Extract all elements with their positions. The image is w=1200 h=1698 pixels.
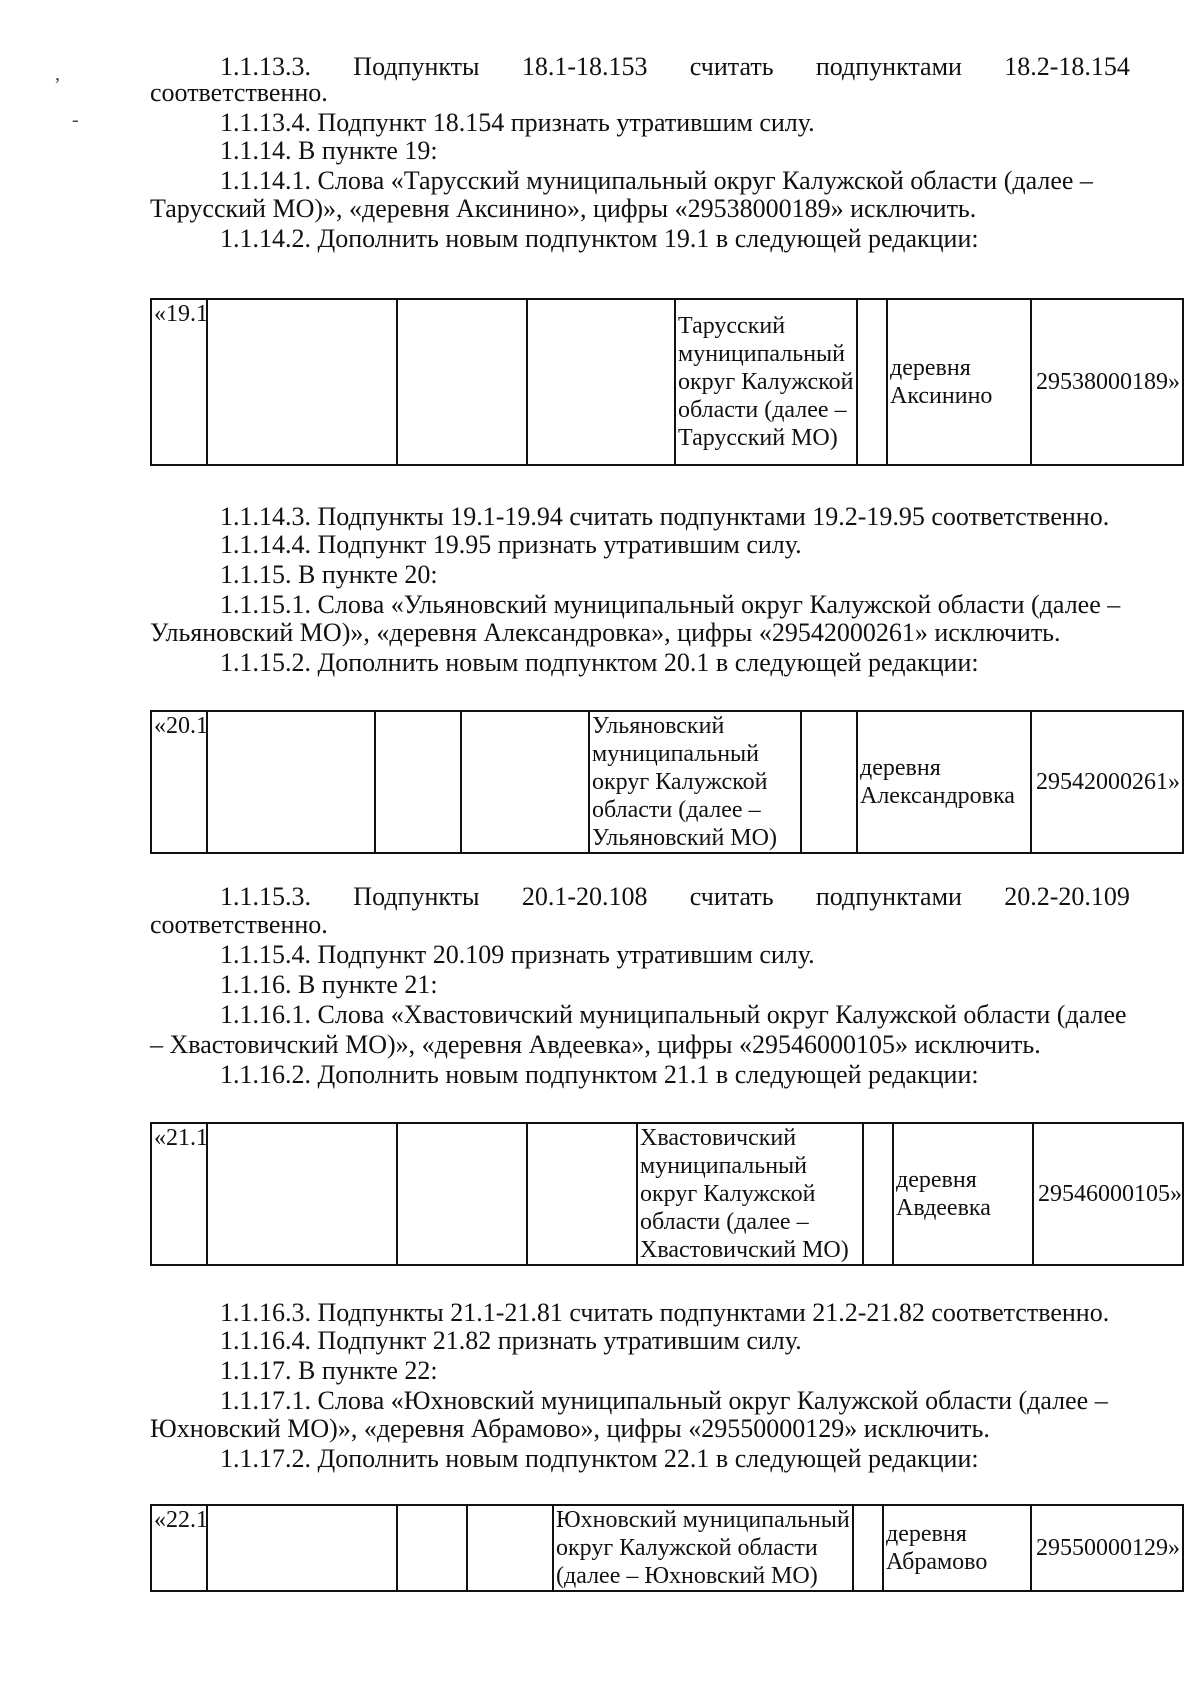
word: 20.2-20.109: [1004, 882, 1130, 911]
item-number: «20.1: [151, 711, 207, 853]
item-number: «21.1: [151, 1123, 207, 1265]
text-line: Ульяновский МО)», «деревня Александровка», цифры «29542000261» исключить.: [150, 618, 1061, 647]
text-line: 1.1.13.4. Подпункт 18.154 признать утратившим силу.: [220, 108, 815, 137]
insert-table-19-1: [150, 298, 1184, 466]
text-line: 1.1.14. В пункте 19:: [220, 136, 438, 165]
text-line: Тарусский МО)», «деревня Аксинино», цифры «29538000189» исключить.: [150, 194, 977, 223]
empty-cell: [375, 711, 461, 853]
empty-cell: [527, 1123, 637, 1265]
oktmo-code-cell: 29546000105»: [1033, 1123, 1183, 1265]
text-line: 1.1.16.4. Подпункт 21.82 признать утратившим силу.: [220, 1326, 802, 1355]
insert-table-22-1: [150, 1504, 1184, 1592]
text-line: 1.1.15.2. Дополнить новым подпунктом 20.1 в следующей редакции:: [220, 648, 979, 677]
empty-cell: [207, 299, 397, 465]
empty-cell: [857, 299, 887, 465]
word: 18.2-18.154: [1004, 52, 1130, 81]
district-cell: Хвастовичский муниципальный округ Калужской области (далее – Хвастовичский МО): [637, 1123, 863, 1265]
text-line: 1.1.15.4. Подпункт 20.109 признать утратившим силу.: [220, 940, 815, 969]
text-line: Юхновский МО)», «деревня Абрамово», цифры «29550000129» исключить.: [150, 1414, 990, 1443]
text-line: 1.1.14.4. Подпункт 19.95 признать утратившим силу.: [220, 530, 802, 559]
empty-cell: [207, 1123, 397, 1265]
text-line: 1.1.15. В пункте 20:: [220, 560, 438, 589]
empty-cell: [397, 299, 527, 465]
empty-cell: [863, 1123, 893, 1265]
text-line: 1.1.16. В пункте 21:: [220, 970, 438, 999]
paragraph-1-1-15-3: [150, 882, 1130, 912]
oktmo-code-cell: 29538000189»: [1031, 299, 1183, 465]
empty-cell: [527, 299, 675, 465]
word: 1.1.15.3.: [220, 882, 311, 911]
text-line: 1.1.14.2. Дополнить новым подпунктом 19.1 в следующей редакции:: [220, 224, 979, 253]
word: подпунктами: [815, 882, 962, 911]
empty-cell: [207, 1505, 397, 1591]
text-line: 1.1.14.1. Слова «Тарусский муниципальный округ Калужской области (далее –: [220, 166, 1093, 195]
word: считать: [689, 52, 774, 81]
word: 1.1.13.3.: [220, 52, 311, 81]
text-line: – Хвастовичский МО)», «деревня Авдеевка», цифры «29546000105» исключить.: [150, 1030, 1041, 1059]
text-line: 1.1.16.3. Подпункты 21.1-21.81 считать подпунктами 21.2-21.82 соответственно.: [220, 1298, 1110, 1327]
village-cell: деревня Аксинино: [887, 299, 1031, 465]
text-line: 1.1.16.1. Слова «Хвастовичский муниципальный округ Калужской области (далее: [220, 1000, 1127, 1029]
text-line: 1.1.14.3. Подпункты 19.1-19.94 считать подпунктами 19.2-19.95 соответственно.: [220, 502, 1110, 531]
oktmo-code-cell: 29550000129»: [1031, 1505, 1183, 1591]
empty-cell: [397, 1123, 527, 1265]
text-line: 1.1.15.1. Слова «Ульяновский муниципальный округ Калужской области (далее –: [220, 590, 1121, 619]
item-number: «22.1: [151, 1505, 207, 1591]
insert-table-21-1: [150, 1122, 1184, 1266]
oktmo-code-cell: 29542000261»: [1031, 711, 1183, 853]
empty-cell: [853, 1505, 883, 1591]
insert-table-20-1: [150, 710, 1184, 854]
village-cell: деревня Абрамово: [883, 1505, 1031, 1591]
word: считать: [689, 882, 774, 911]
text-line: 1.1.17.2. Дополнить новым подпунктом 22.1 в следующей редакции:: [220, 1444, 979, 1473]
item-number: «19.1: [151, 299, 207, 465]
empty-cell: [397, 1505, 467, 1591]
empty-cell: [207, 711, 375, 853]
empty-cell: [467, 1505, 553, 1591]
village-cell: деревня Александровка: [857, 711, 1031, 853]
margin-mark-dash: -: [72, 109, 79, 131]
text-line: 1.1.17. В пункте 22:: [220, 1356, 438, 1385]
word: подпунктами: [815, 52, 962, 81]
empty-cell: [461, 711, 589, 853]
text-line: соответственно.: [150, 910, 328, 939]
text-line: 1.1.16.2. Дополнить новым подпунктом 21.1 в следующей редакции:: [220, 1060, 979, 1089]
district-cell: Тарусский муниципальный округ Калужской области (далее – Тарусский МО): [675, 299, 857, 465]
word: 18.1-18.153: [521, 52, 648, 81]
empty-cell: [801, 711, 857, 853]
village-cell: деревня Авдеевка: [893, 1123, 1033, 1265]
text-line: соответственно.: [150, 78, 328, 107]
margin-mark-comma: ,: [55, 63, 60, 85]
text-line: 1.1.17.1. Слова «Юхновский муниципальный округ Калужской области (далее –: [220, 1386, 1108, 1415]
word: Подпункты: [353, 52, 480, 81]
word: Подпункты: [353, 882, 480, 911]
district-cell: Ульяновский муниципальный округ Калужской области (далее – Ульяновский МО): [589, 711, 801, 853]
district-cell: Юхновский муниципальный округ Калужской области (далее – Юхновский МО): [553, 1505, 853, 1591]
word: 20.1-20.108: [521, 882, 648, 911]
